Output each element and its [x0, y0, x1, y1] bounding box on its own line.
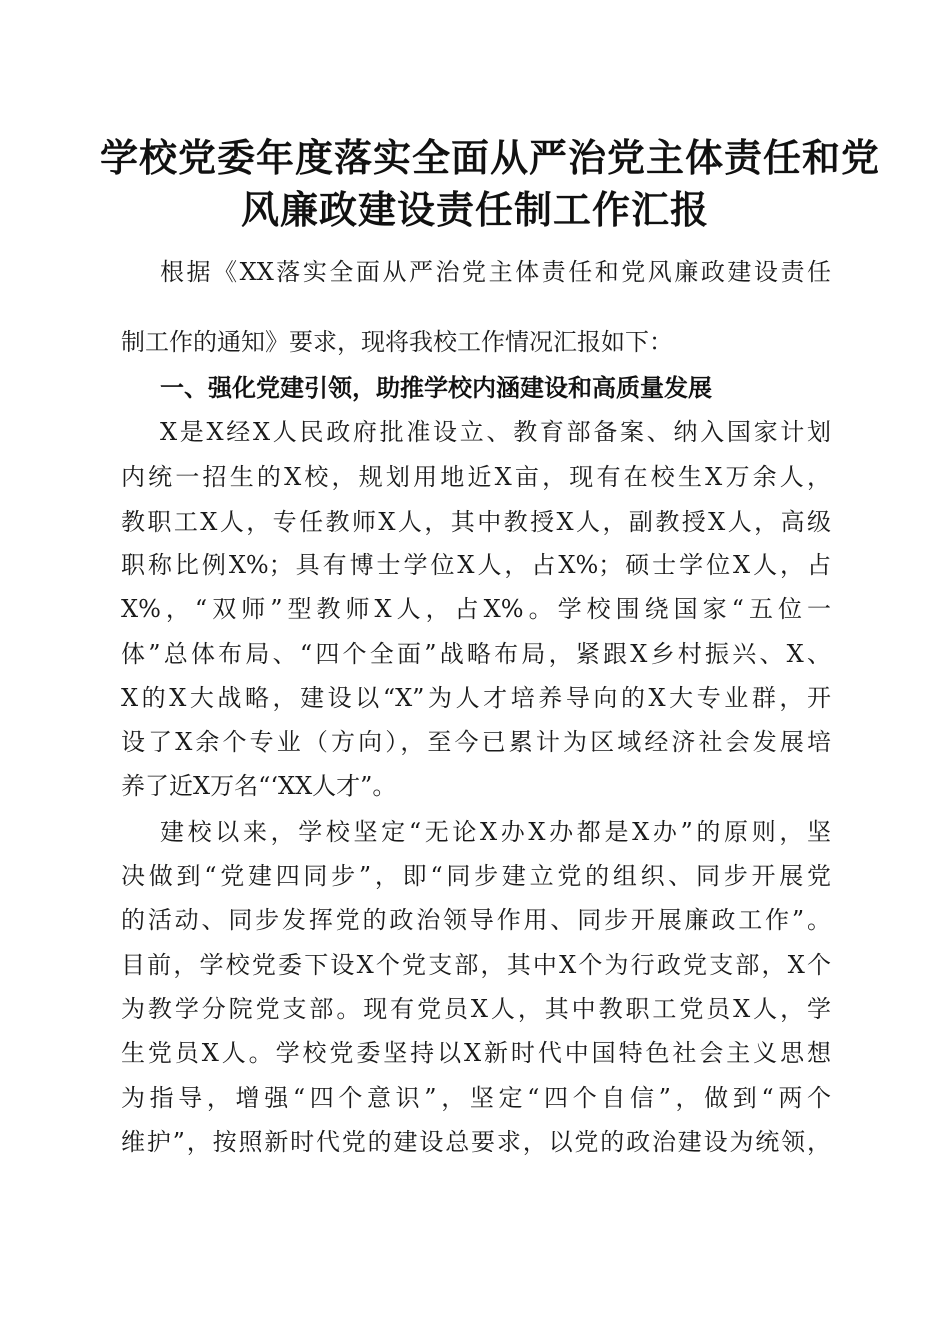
paragraph-2-line-7: 为指导，增强“四个意识”，坚定“四个自信”，做到“两个	[121, 1084, 831, 1112]
paragraph-2-line-4: 目前，学校党委下设X个党支部，其中X个为行政党支部，X个	[121, 951, 831, 979]
document-title-line-1: 学校党委年度落实全面从严治党主体责任和党	[100, 135, 881, 180]
paragraph-1-line-4: 职称比例X%；具有博士学位X人，占X%；硕士学位X人，占	[121, 551, 831, 579]
paragraph-2-line-3: 的活动、同步发挥党的政治领导作用、同步开展廉政工作”。	[121, 906, 831, 934]
paragraph-2-line-1: 建校以来，学校坚定“无论X办X办都是X办”的原则，坚	[160, 818, 831, 846]
intro-line-2: 制工作的通知》要求，现将我校工作情况汇报如下：	[121, 328, 673, 356]
section-heading: 一、强化党建引领，助推学校内涵建设和高质量发展	[160, 374, 712, 402]
paragraph-1-line-5: X%，“双师”型教师X人，占X%。学校围绕国家“五位一	[121, 595, 831, 623]
paragraph-1-line-9: 养了近X万名“‘XX人才”。	[121, 772, 397, 800]
document-title-line-2: 风廉政建设责任制工作汇报	[240, 187, 709, 232]
paragraph-1-line-7: X的X大战略，建设以“X”为人才培养导向的X大专业群，开	[121, 684, 831, 712]
paragraph-1-line-6: 体”总体布局、“四个全面”战略布局，紧跟X乡村振兴、X、	[121, 640, 831, 668]
paragraph-1-line-3: 教职工X人，专任教师X人，其中教授X人，副教授X人，高级	[121, 508, 831, 536]
paragraph-2-line-2: 决做到“党建四同步”，即“同步建立党的组织、同步开展党	[121, 862, 831, 890]
paragraph-1-line-2: 内统一招生的X校，规划用地近X亩，现有在校生X万余人，	[121, 463, 831, 491]
paragraph-2-line-8: 维护”，按照新时代党的建设总要求，以党的政治建设为统领，	[121, 1128, 831, 1156]
paragraph-2-line-5: 为教学分院党支部。现有党员X人，其中教职工党员X人，学	[121, 995, 831, 1023]
intro-line-1: 根据《XX落实全面从严治党主体责任和党风廉政建设责任	[160, 258, 831, 286]
paragraph-2-line-6: 生党员X人。学校党委坚持以X新时代中国特色社会主义思想	[121, 1039, 831, 1067]
paragraph-1-line-1: X是X经X人民政府批准设立、教育部备案、纳入国家计划	[160, 418, 831, 446]
paragraph-1-line-8: 设了X余个专业（方向），至今已累计为区域经济社会发展培	[121, 728, 831, 756]
